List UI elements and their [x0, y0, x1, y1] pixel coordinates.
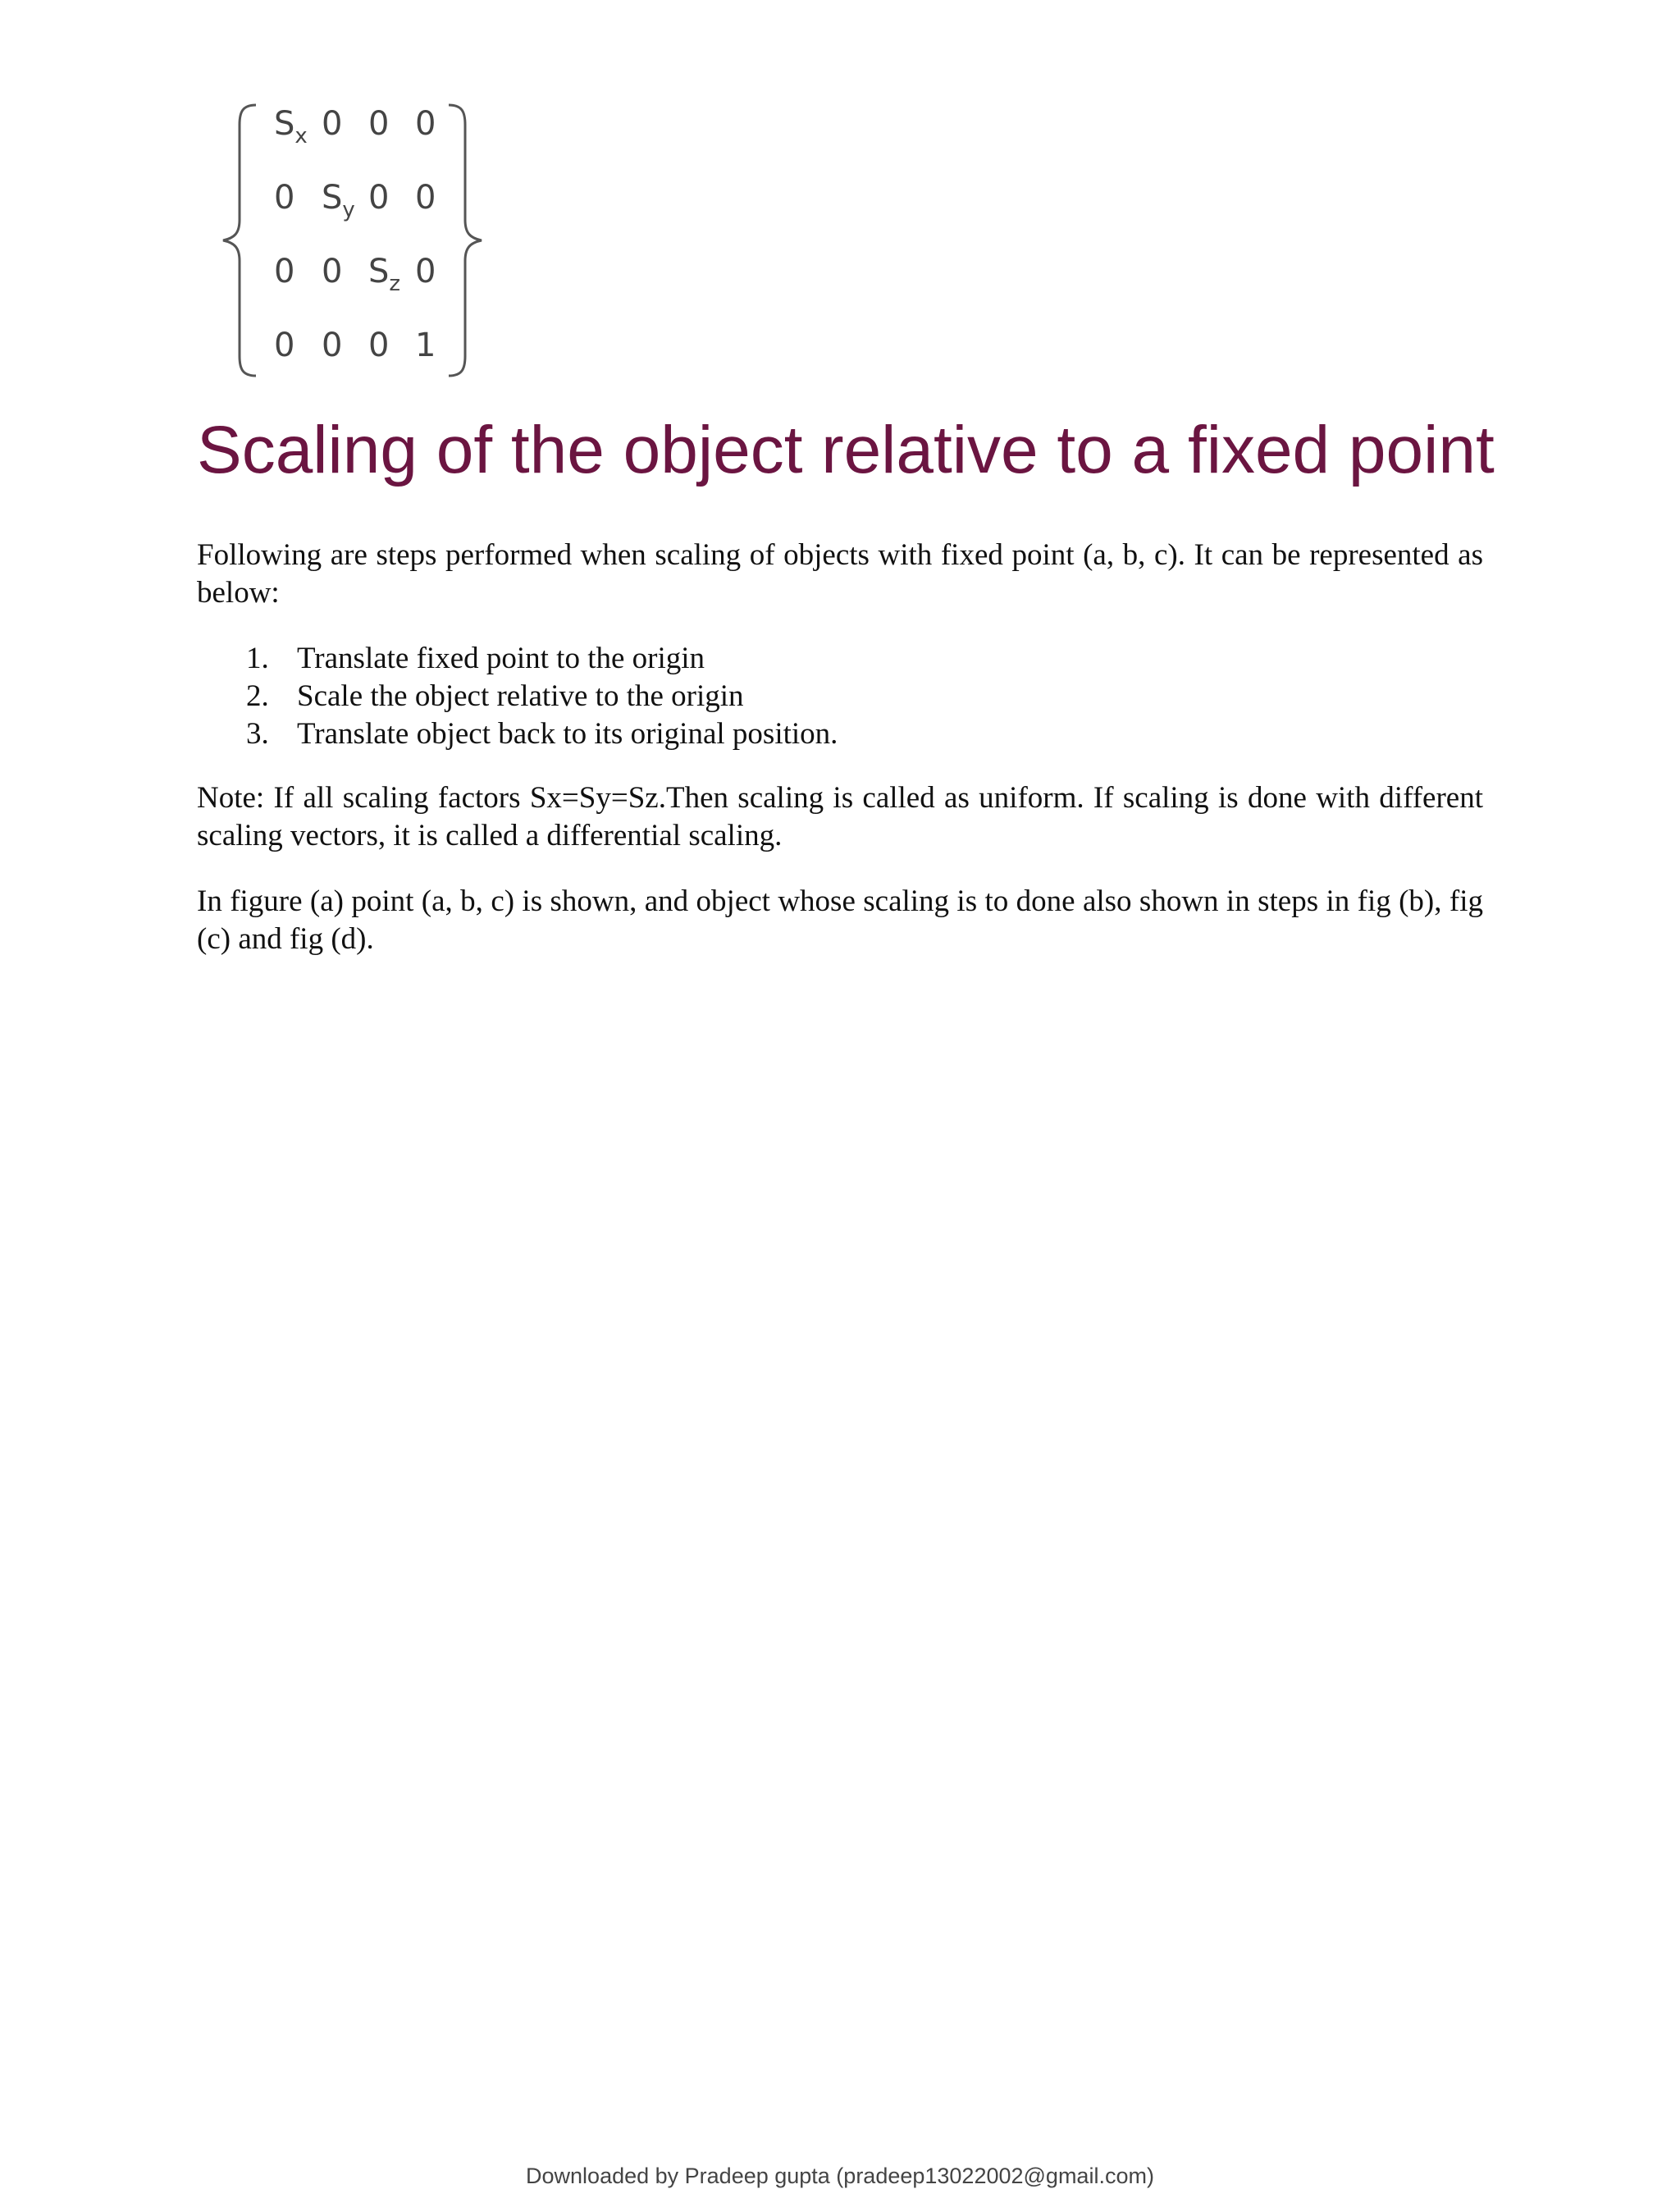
matrix-left-brace	[223, 105, 256, 376]
list-item-text: Translate object back to its original position.	[297, 717, 838, 751]
matrix-right-brace	[449, 105, 482, 376]
list-item-text: Scale the object relative to the origin	[297, 679, 744, 713]
matrix-cell: 0	[415, 105, 436, 143]
list-item	[197, 678, 1483, 715]
list-item	[197, 715, 1483, 753]
list-item-number: 3.	[246, 717, 269, 751]
intro-paragraph: Following are steps performed when scaling of objects with fixed point (a, b, c). It can be represented as below:	[197, 538, 1483, 610]
steps-list	[197, 640, 1483, 753]
matrix-cell: 0	[322, 253, 343, 290]
matrix-cell: 0	[322, 105, 343, 143]
list-item-text: Translate fixed point to the origin	[297, 642, 705, 675]
matrix-cell: 0	[322, 327, 343, 364]
figure-description-paragraph: In figure (a) point (a, b, c) is shown, and object whose scaling is to done also shown in steps in fig (b), fig (c) and fig (d).	[197, 884, 1483, 956]
matrix-cell: $S_x$	[274, 105, 308, 149]
list-item-number: 2.	[246, 679, 269, 713]
matrix-cell: 0	[368, 105, 390, 143]
matrix-cell: $S_z$	[368, 253, 401, 296]
matrix-cell-subscript: z	[389, 272, 401, 296]
matrix-cell: 1	[415, 327, 436, 364]
note-paragraph: Note: If all scaling factors Sx=Sy=Sz.Then scaling is called as uniform. If scaling is done with different scaling vectors, it is called a differential scaling.	[197, 781, 1483, 852]
matrix-cell: 0	[274, 327, 295, 364]
matrix-cell-subscript: x	[294, 124, 308, 149]
matrix-cell: 0	[368, 179, 390, 217]
matrix-cell: 0	[274, 179, 295, 217]
matrix-cell: 0	[415, 179, 436, 217]
matrix-cell: 0	[415, 253, 436, 290]
matrix-cells	[274, 105, 436, 364]
matrix-cell: 0	[274, 253, 295, 290]
scaling-matrix-graphic	[215, 97, 494, 384]
list-item-number: 1.	[246, 642, 269, 675]
page-title: Scaling of the object relative to a fixed point	[197, 413, 1495, 487]
matrix-cell: $S_y$	[322, 179, 355, 222]
scaling-matrix	[215, 97, 494, 384]
matrix-cell-subscript: y	[342, 198, 355, 222]
matrix-cell: 0	[368, 327, 390, 364]
download-footer: Downloaded by Pradeep gupta (pradeep13022002@gmail.com)	[526, 2164, 1154, 2188]
list-item	[197, 640, 1483, 678]
